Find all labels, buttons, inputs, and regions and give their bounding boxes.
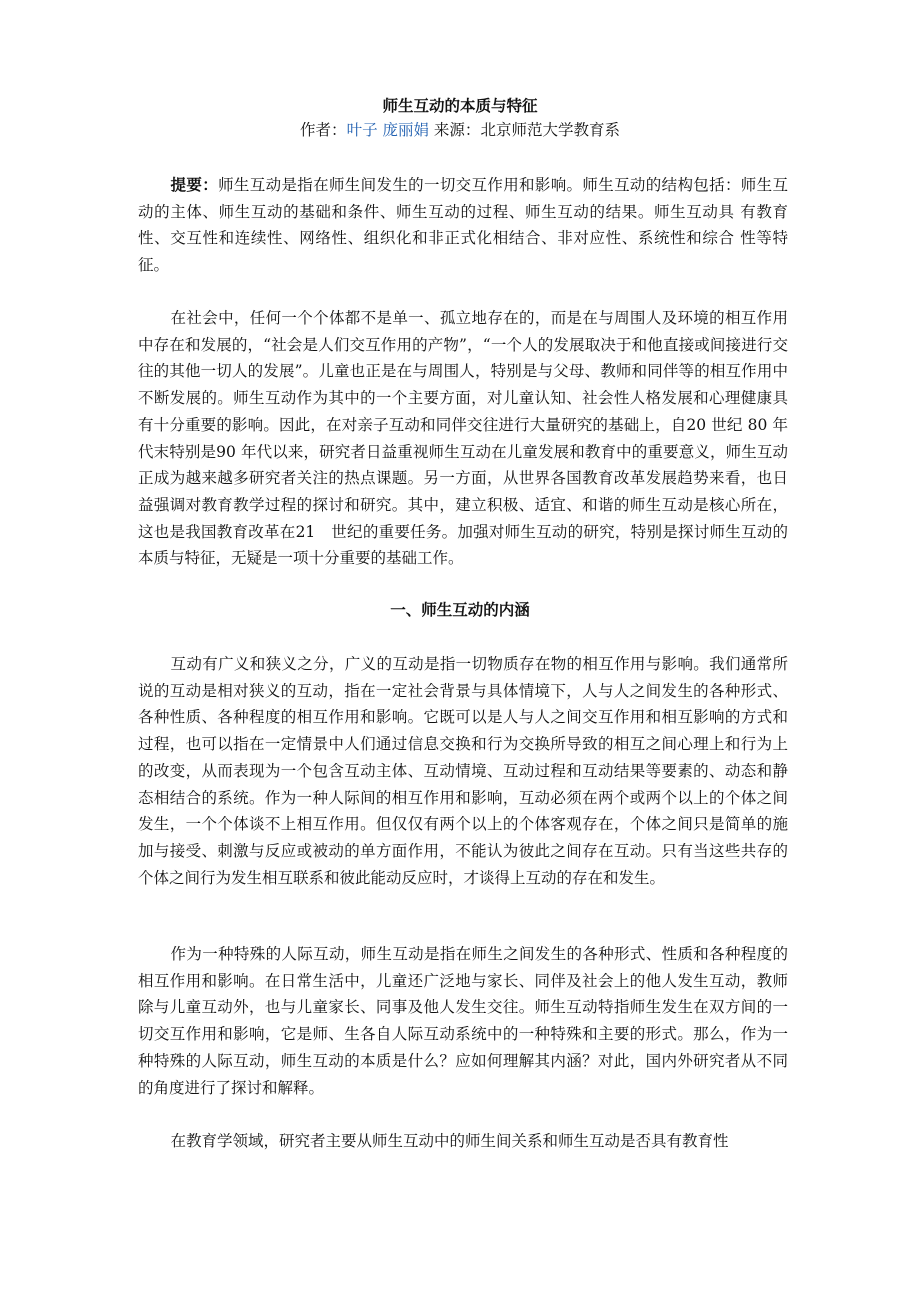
abstract-paragraph xyxy=(138,172,788,279)
source-name: 北京师范大学教育系 xyxy=(480,121,620,139)
abstract-label: 提要： xyxy=(170,176,219,194)
section-heading: 一、师生互动的内涵 xyxy=(390,601,530,619)
section-paragraph-2: 作为一种特殊的人际互动，师生互动是指在师生之间发生的各种形式、性质和各种程度的相互作用和影响。在日常生活中，儿童还广泛地与家长、同伴及社会上的他人发生互动，教师除与儿童互动外，也与儿童家长、同事及他人发生交往。师生互动特指师生发生在双方间的一切交互作用和影响，它是师、生各自人际互动系统中的一种特殊和主要的形式。那么，作为一种特殊的人际互动，师生互动的本质是什么？应如何理解其内涵？对此，国内外研究者从不同的角度进行了探讨和解释。 xyxy=(138,945,788,1097)
document-title: 师生互动的本质与特征 xyxy=(382,97,538,115)
author-label: 作者： xyxy=(300,121,347,139)
source-label: 来源： xyxy=(429,121,481,139)
abstract-text: 师生互动是指在师生间发生的一切交互作用和影响。师生互动的结构包括：师生互动的主体、师生互动的基础和条件、师生互动的过程、师生互动的结果。师生互动具 有教育性、交互性和连续性、网络性、组织化和非正式化相结合、非对应性、系统性和综合 性等特征。 xyxy=(138,176,788,275)
intro-paragraph: 在社会中，任何一个个体都不是单一、孤立地存在的，而是在与周围人及环境的相互作用中存在和发展的，“社会是人们交互作用的产物”，“一个人的发展取决于和他直接或间接进行交往的其他一切人的发展”。儿童也正是在与周围人，特别是与父母、教师和同伴等的相互作用中不断发展的。师生互动作为其中的一个主要方面，对儿童认知、社会性人格发展和心理健康具有十分重要的影响。因此，在对亲子互动和同伴交往进行大量研究的基础上，自20 世纪 80 年代末特别是90 年代以来，研究者日益重视师生互动在儿童发展和教育中的重要意义，师生互动正成为越来越多研究者关注的热点课题。另一方面，从世界各国教育改革发展趋势来看，也日益强调对教育教学过程的探讨和研究。其中，建立积极、适宜、和谐的师生互动是核心所在，这也是我国教育改革在21 世纪的重要任务。加强对师生互动的研究，特别是探讨师生互动的本质与特征，无疑是一项十分重要的基础工作。 xyxy=(138,309,788,568)
section-paragraph-1: 互动有广义和狭义之分，广义的互动是指一切物质存在物的相互作用与影响。我们通常所说的互动是相对狭义的互动，指在一定社会背景与具体情境下，人与人之间发生的各种形式、各种性质、各种程度的相互作用和影响。它既可以是人与人之间交互作用和相互影响的方式和过程，也可以指在一定情景中人们通过信息交换和行为交换所导致的相互之间心理上和行为上的改变，从而表现为一个包含互动主体、互动情境、互动过程和互动结果等要素的、动态和静态相结合的系统。作为一种人际间的相互作用和影响，互动必须在两个或两个以上的个体之间发生，一个个体谈不上相互作用。但仅仅有两个以上的个体客观存在，个体之间只是简单的施加与接受、刺激与反应或被动的单方面作用，不能认为彼此之间存在互动。只有当这些共存的个体之间行为发生相互联系和彼此能动反应时，才谈得上互动的存在和发生。 xyxy=(138,655,788,887)
author-names-link[interactable]: 叶子 庞丽娟 xyxy=(346,121,429,139)
section-paragraph-3: 在教育学领域，研究者主要从师生互动中的师生间关系和师生互动是否具有教育性 xyxy=(170,1132,729,1150)
byline xyxy=(0,118,920,142)
